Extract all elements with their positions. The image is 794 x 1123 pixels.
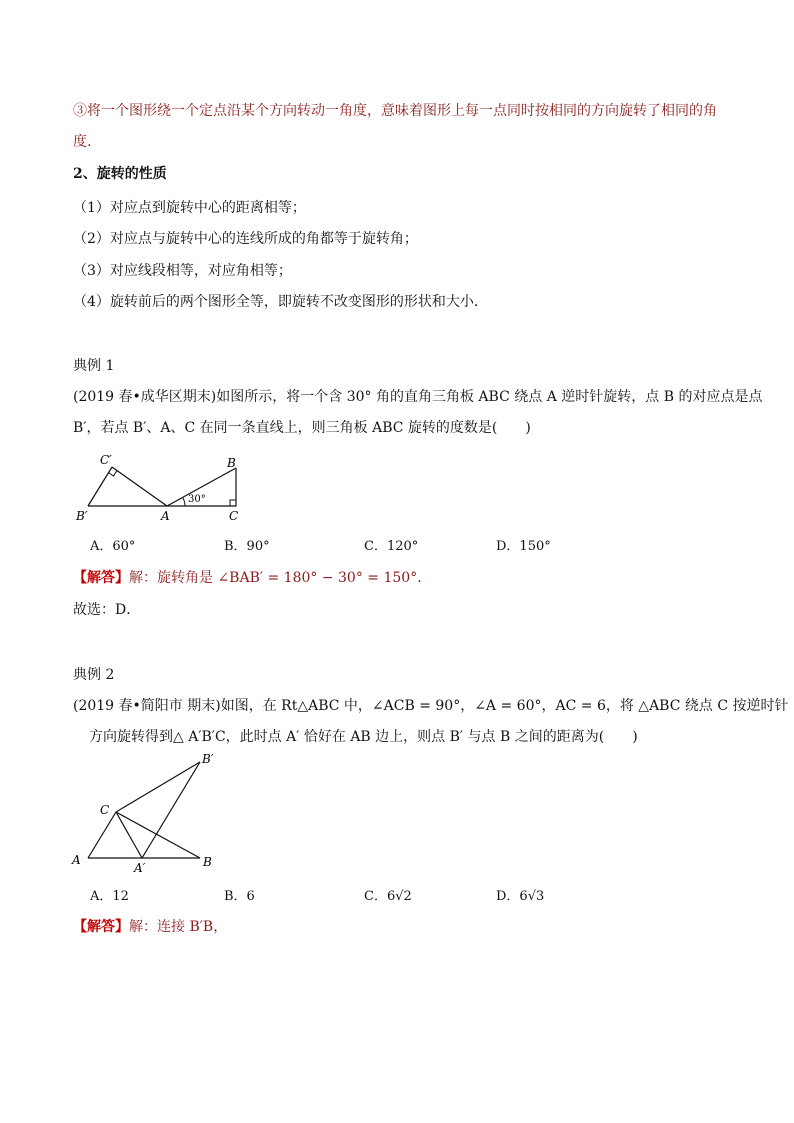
- example1-question-line1: (2019 春•成华区期末)如图所示，将一个含 30° 角的直角三角板 ABC 绕点 A 逆时针旋转，点 B 的对应点是点: [73, 389, 763, 405]
- example1-option-b: B．90°: [224, 539, 270, 554]
- label-angle-30: 30°: [188, 494, 206, 505]
- example2-option-b: B．6: [224, 889, 255, 904]
- note3-line1: ③将一个图形绕一个定点沿某个方向转动一角度，意味着图形上每一点同时按相同的方向旋转了相同的角: [73, 103, 717, 119]
- property-item-1: （1）对应点到旋转中心的距离相等；: [73, 200, 306, 216]
- label-b-prime: B′: [202, 752, 214, 766]
- segment-a-c: [88, 812, 116, 858]
- example2-question-line2: 方向旋转得到△ A′B′C，此时点 A′ 恰好在 AB 边上，则点 B′ 与点 B 之间的距离为( ): [89, 729, 638, 745]
- example1-figure: [70, 448, 260, 526]
- example1-answer: [73, 568, 431, 588]
- segment-a-prime-b-prime: [142, 762, 200, 858]
- answer-text: 解：旋转角是 ∠BAB′ = 180° − 30° = 150°．: [129, 570, 432, 586]
- property-item-2: （2）对应点与旋转中心的连线所成的角都等于旋转角；: [73, 231, 418, 247]
- example2-option-d: D．6√3: [496, 889, 545, 904]
- label-a-prime: A′: [134, 861, 146, 872]
- segment-c-prime-a: [112, 467, 167, 506]
- example2-title: 典例 2: [73, 667, 115, 683]
- label-a: A: [72, 853, 81, 867]
- label-b-prime: B′: [76, 509, 88, 523]
- example1-option-c: C．120°: [364, 539, 419, 554]
- label-b: B: [227, 456, 236, 470]
- property-item-4: （4）旋转前后的两个图形全等，即旋转不改变图形的形状和大小.: [73, 294, 479, 310]
- example1-option-d: D．150°: [496, 539, 551, 554]
- answer-tag: 【解答】: [73, 919, 129, 935]
- example2-option-c: C．6√2: [364, 889, 412, 904]
- label-c: C: [229, 509, 239, 523]
- example2-figure: [66, 750, 226, 872]
- angle-arc-a: [183, 498, 185, 506]
- section-heading: 2、旋转的性质: [73, 166, 167, 182]
- example2-answer: [73, 917, 227, 937]
- answer-tag: 【解答】: [73, 570, 129, 586]
- example2-option-a: A．12: [90, 889, 129, 904]
- right-angle-mark-c: [230, 500, 236, 506]
- label-a: A: [161, 509, 170, 523]
- example1-choice: 故选：D．: [73, 602, 141, 618]
- answer-text: 解：连接 B′B，: [129, 919, 228, 935]
- example1-option-a: A．60°: [90, 539, 136, 554]
- label-c: C: [100, 803, 110, 817]
- example2-question-line1: (2019 春•简阳市 期末)如图，在 Rt△ABC 中，∠ACB = 90°，∠A = 60°，AC = 6，将 △ABC 绕点 C 按逆时针: [73, 698, 789, 714]
- example1-question-line2: B′，若点 B′、A、C 在同一条直线上，则三角板 ABC 旋转的度数是( ): [73, 420, 531, 436]
- property-item-3: （3）对应线段相等，对应角相等；: [73, 263, 292, 279]
- label-b: B: [203, 855, 212, 869]
- segment-c-b-prime: [116, 762, 200, 812]
- example1-title: 典例 1: [73, 358, 115, 374]
- label-c-prime: C′: [100, 453, 112, 467]
- note3-line2: 度.: [73, 134, 92, 150]
